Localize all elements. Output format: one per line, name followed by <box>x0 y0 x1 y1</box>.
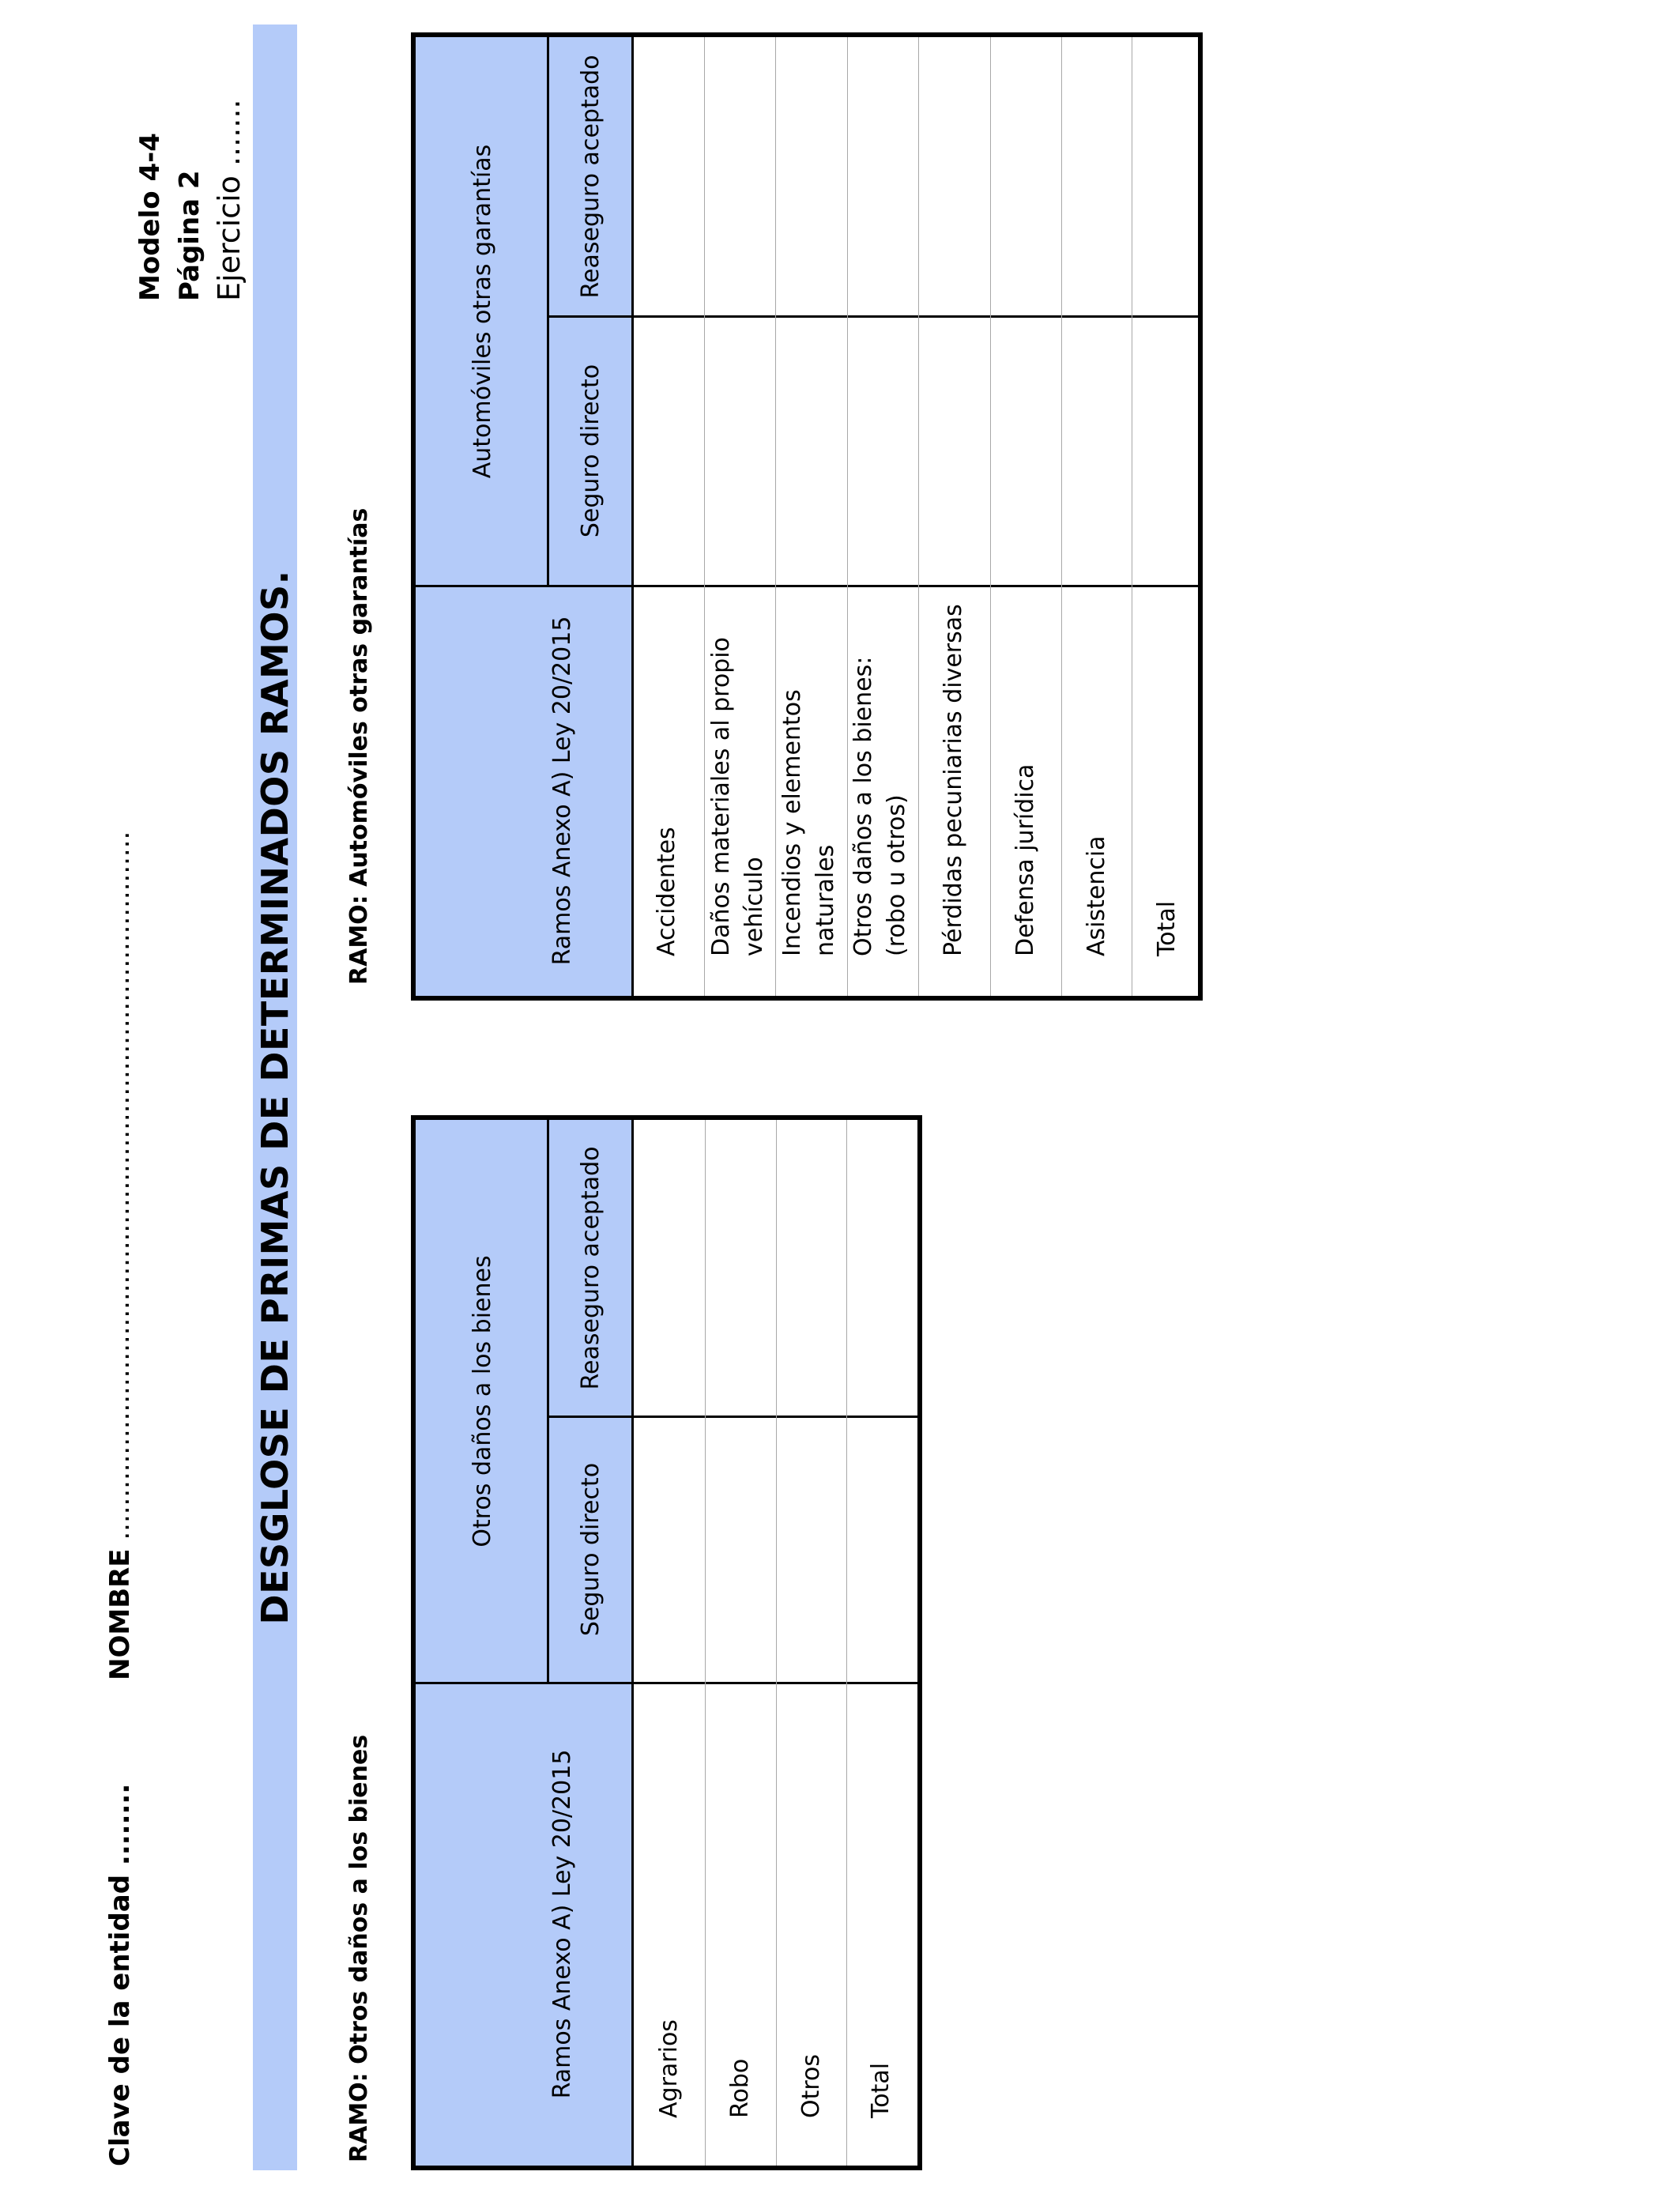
list-item: Total <box>1153 900 1181 956</box>
model-info <box>130 99 249 301</box>
col-ramos-header: Ramos Anexo A) Ley 20/2015 <box>548 1749 576 2099</box>
list-item: Accidentes <box>653 827 680 956</box>
col-seguro-directo: Seguro directo <box>577 1462 605 1637</box>
group-header: Automóviles otras garantías <box>468 144 496 479</box>
list-item: Otros <box>797 2053 825 2118</box>
list-item: Defensa jurídica <box>1011 763 1039 956</box>
table-otros-danos <box>411 1115 922 2170</box>
list-item: Daños materiales al propio vehículo <box>707 637 768 956</box>
list-item: Total <box>867 2062 895 2118</box>
col-ramos-header: Ramos Anexo A) Ley 20/2015 <box>548 616 576 966</box>
ejercicio-label: Ejercicio ....... <box>212 99 247 301</box>
list-item: Robo <box>726 2058 754 2118</box>
pagina-label: Página 2 <box>174 170 205 301</box>
list-item: Incendios y elementos naturales <box>778 689 839 956</box>
ramo-label-otros-danos: RAMO: Otros daños a los bienes <box>345 1734 373 2162</box>
list-item: Agrarios <box>655 2019 683 2118</box>
col-reaseguro-aceptado: Reaseguro aceptado <box>577 55 605 299</box>
nombre-field <box>104 831 136 1680</box>
list-item: Asistencia <box>1083 835 1110 956</box>
list-item: Otros daños a los bienes: (robo u otros) <box>849 656 910 956</box>
clave-entidad-label: Clave de la entidad ........ <box>104 1783 136 2166</box>
col-reaseguro-aceptado: Reaseguro aceptado <box>577 1146 605 1390</box>
table-automoviles <box>411 32 1203 1001</box>
ramo-label-automoviles: RAMO: Automóviles otras garantías <box>345 507 373 985</box>
list-item: Pérdidas pecuniarias diversas <box>940 604 967 956</box>
nombre-dots: ................................................................................... <box>104 831 136 1540</box>
modelo-label: Modelo 4-4 <box>134 133 166 301</box>
group-header: Otros daños a los bienes <box>468 1255 496 1547</box>
col-seguro-directo: Seguro directo <box>577 364 605 538</box>
page-title: DESGLOSE DE PRIMAS DE DETERMINADOS RAMOS. <box>254 570 296 1625</box>
title-band <box>253 25 297 2170</box>
nombre-label: NOMBRE <box>104 1548 136 1680</box>
